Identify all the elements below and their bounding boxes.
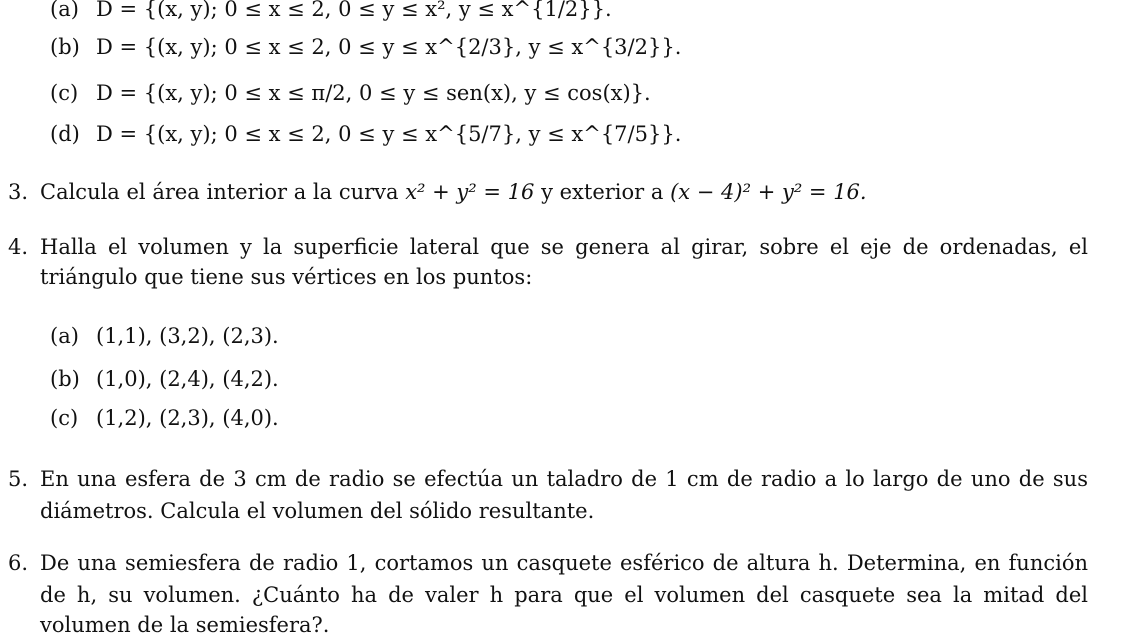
part-text: (1,2), (2,3), (4,0). bbox=[96, 406, 279, 430]
problem-6-line-2 bbox=[40, 582, 1088, 608]
part-label: (a) bbox=[50, 324, 79, 348]
problem-4-line-1 bbox=[8, 234, 1088, 260]
problem-text-mid: y exterior a bbox=[534, 180, 671, 204]
part-label: (c) bbox=[50, 81, 79, 105]
problem4-part-b bbox=[50, 366, 279, 392]
equation-circle-1: x² + y² = 16 bbox=[405, 180, 535, 204]
problem-5-line-1 bbox=[8, 466, 1088, 492]
part-text: D = {(x, y); 0 ≤ x ≤ 2, 0 ≤ y ≤ x^{2/3}, y ≤ x^{3/2}}. bbox=[96, 35, 682, 59]
problem-6-line-1 bbox=[8, 550, 1088, 576]
part-label: (b) bbox=[50, 367, 80, 391]
problem-number: 3. bbox=[8, 180, 29, 204]
problem-3 bbox=[8, 179, 867, 205]
part-label: (d) bbox=[50, 122, 80, 146]
problem-text: de h, su volumen. ¿Cuánto ha de valer h para que el volumen del casquete sea la mitad del bbox=[40, 583, 1088, 607]
problem2-part-b bbox=[50, 34, 681, 60]
problem2-part-c bbox=[50, 80, 651, 106]
problem-text: De una semiesfera de radio 1, cortamos un casquete esférico de altura h. Determina, en función bbox=[40, 551, 1088, 575]
problem-6-line-3 bbox=[40, 612, 329, 638]
part-label: (c) bbox=[50, 406, 79, 430]
part-label: (a) bbox=[50, 0, 79, 21]
problem-text: volumen de la semiesfera?. bbox=[40, 613, 330, 637]
part-text: (1,0), (2,4), (4,2). bbox=[96, 367, 279, 391]
problem4-part-a bbox=[50, 323, 279, 349]
problem-number: 6. bbox=[8, 551, 29, 575]
problem-4-line-2 bbox=[40, 264, 532, 290]
part-label: (b) bbox=[50, 35, 80, 59]
part-text: D = {(x, y); 0 ≤ x ≤ π/2, 0 ≤ y ≤ sen(x), y ≤ cos(x)}. bbox=[96, 81, 651, 105]
problem-text: En una esfera de 3 cm de radio se efectúa un taladro de 1 cm de radio a lo largo de uno de sus bbox=[40, 467, 1088, 491]
equation-circle-2: (x − 4)² + y² = 16. bbox=[670, 180, 867, 204]
problem-number: 5. bbox=[8, 467, 29, 491]
part-text: D = {(x, y); 0 ≤ x ≤ 2, 0 ≤ y ≤ x², y ≤ x^{1/2}}. bbox=[96, 0, 612, 21]
problem-text: diámetros. Calcula el volumen del sólido resultante. bbox=[40, 499, 595, 523]
problem-text: triángulo que tiene sus vértices en los puntos: bbox=[40, 265, 533, 289]
problem-5-line-2 bbox=[40, 498, 594, 524]
part-text: D = {(x, y); 0 ≤ x ≤ 2, 0 ≤ y ≤ x^{5/7}, y ≤ x^{7/5}}. bbox=[96, 122, 682, 146]
problem-text: Calcula el área interior a la curva bbox=[40, 180, 406, 204]
problem2-part-a bbox=[50, 0, 612, 22]
problem-text: Halla el volumen y la superficie lateral que se genera al girar, sobre el eje de ordenadas, el bbox=[40, 235, 1088, 259]
problem4-part-c bbox=[50, 405, 279, 431]
problem-number: 4. bbox=[8, 235, 29, 259]
problem2-part-d bbox=[50, 121, 681, 147]
part-text: (1,1), (3,2), (2,3). bbox=[96, 324, 279, 348]
